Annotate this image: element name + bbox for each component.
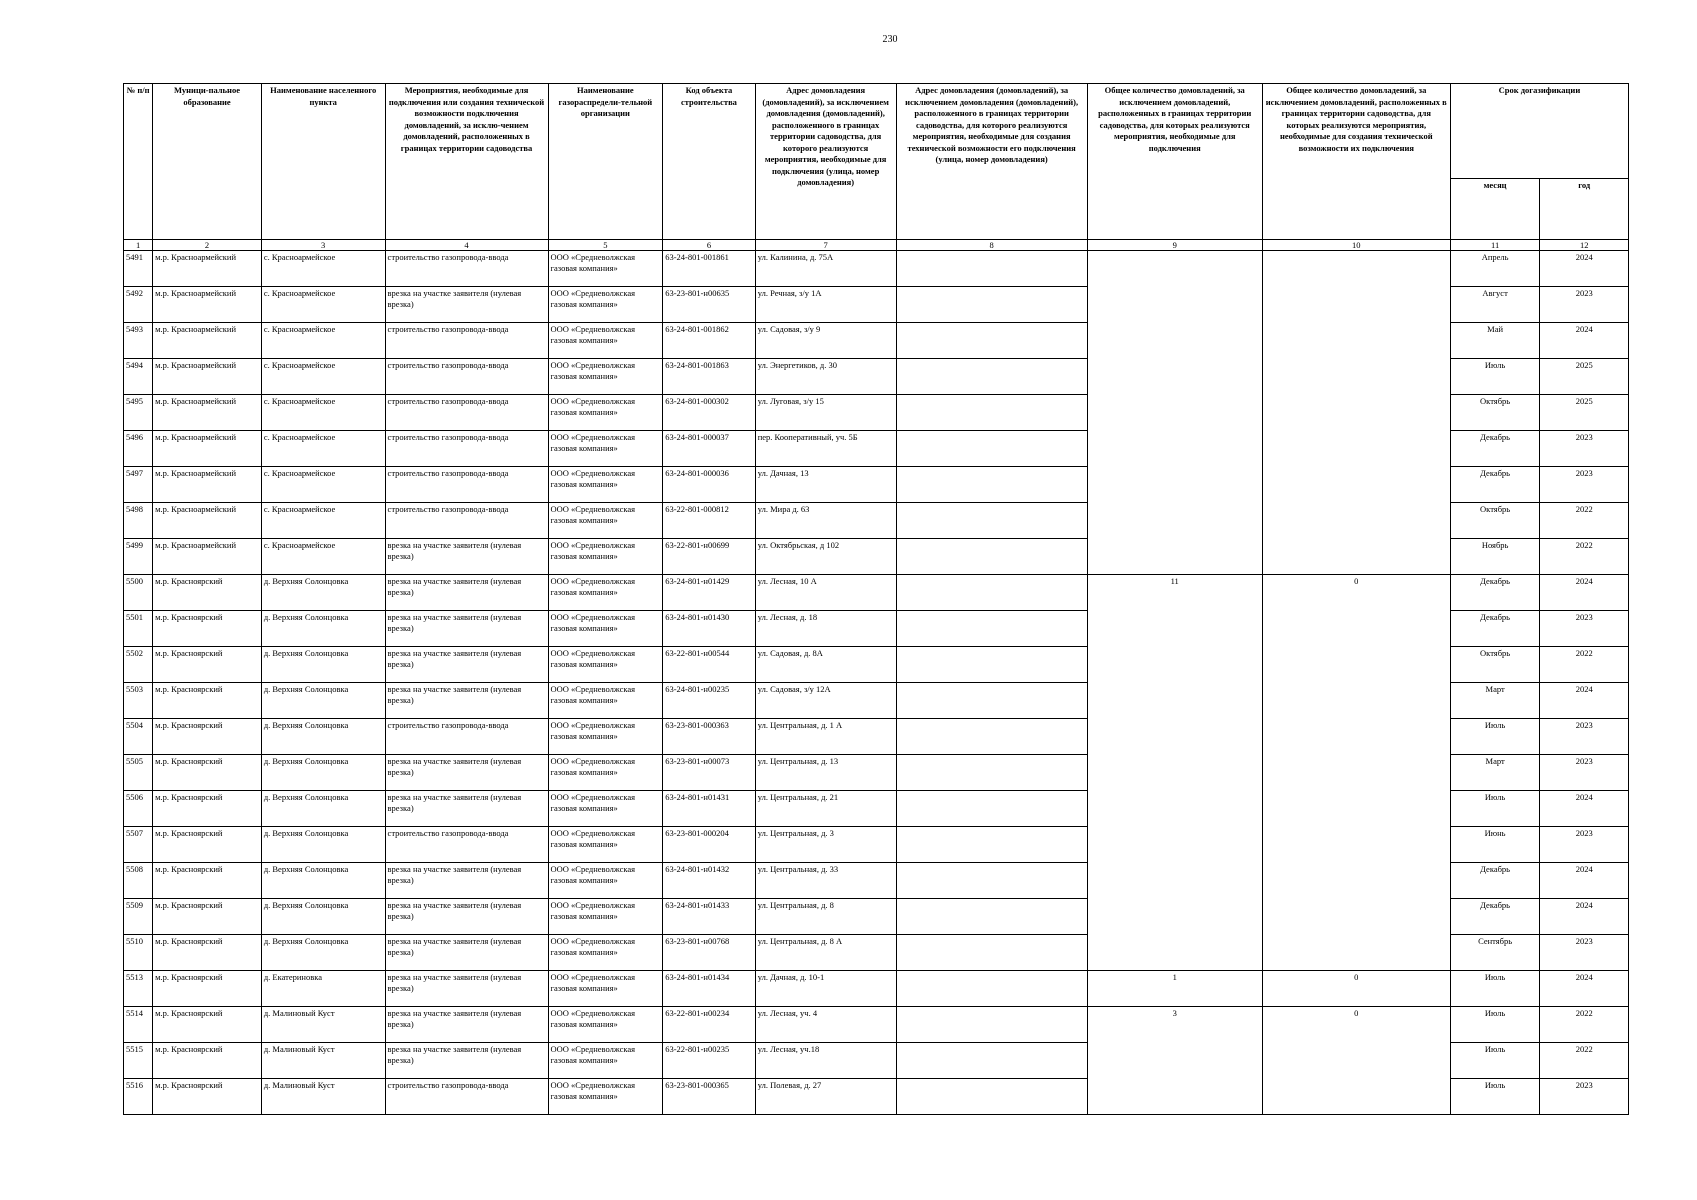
settlement-cell: с. Красноармейское xyxy=(261,467,385,503)
settlement-cell: с. Красноармейское xyxy=(261,359,385,395)
settlement-cell: д. Верхняя Солонцовка xyxy=(261,935,385,971)
row-number: 5498 xyxy=(124,503,153,539)
row-number: 5504 xyxy=(124,719,153,755)
address-cell: ул. Центральная, д. 1 А xyxy=(755,719,896,755)
address-technical-cell xyxy=(896,359,1087,395)
address-cell: ул. Центральная, д. 3 xyxy=(755,827,896,863)
municipality-cell: м.р. Красноярский xyxy=(153,611,262,647)
settlement-cell: д. Верхняя Солонцовка xyxy=(261,899,385,935)
municipality-cell: м.р. Красноярский xyxy=(153,755,262,791)
row-number: 5495 xyxy=(124,395,153,431)
year-cell: 2023 xyxy=(1540,719,1629,755)
count-technical-cell: 0 xyxy=(1262,971,1450,1007)
month-cell: Март xyxy=(1450,755,1540,791)
address-technical-cell xyxy=(896,827,1087,863)
municipality-cell: м.р. Красноармейский xyxy=(153,359,262,395)
month-cell: Апрель xyxy=(1450,251,1540,287)
settlement-cell: д. Верхняя Солонцовка xyxy=(261,611,385,647)
settlement-cell: с. Красноармейское xyxy=(261,431,385,467)
municipality-cell: м.р. Красноармейский xyxy=(153,503,262,539)
address-technical-cell xyxy=(896,323,1087,359)
settlement-cell: д. Верхняя Солонцовка xyxy=(261,791,385,827)
object-code-cell: 63-24-801-н00235 xyxy=(663,683,756,719)
table-row xyxy=(124,251,1629,287)
row-number: 5496 xyxy=(124,431,153,467)
settlement-cell: д. Верхняя Солонцовка xyxy=(261,719,385,755)
object-code-cell: 63-22-801-н00699 xyxy=(663,539,756,575)
municipality-cell: м.р. Красноармейский xyxy=(153,323,262,359)
column-number: 1 xyxy=(124,240,153,251)
settlement-cell: д. Малиновый Куст xyxy=(261,1079,385,1115)
address-cell: ул. Луговая, з/у 15 xyxy=(755,395,896,431)
address-cell: пер. Кооперативный, уч. 5Б xyxy=(755,431,896,467)
address-technical-cell xyxy=(896,539,1087,575)
month-cell: Декабрь xyxy=(1450,575,1540,611)
municipality-cell: м.р. Красноярский xyxy=(153,575,262,611)
page-number: 230 xyxy=(882,34,898,45)
object-code-cell: 63-23-801-000365 xyxy=(663,1079,756,1115)
month-cell: Ноябрь xyxy=(1450,539,1540,575)
address-cell: ул. Энергетиков, д. 30 xyxy=(755,359,896,395)
year-cell: 2024 xyxy=(1540,683,1629,719)
header-address-technical: Адрес домовладения (домовладений), за исключением домовладения (домовладений), расположенного в границах территории садоводства, для которого реализуются мероприятия, необходимые для создания технической возможности его подключения (улица, номер домовладения) xyxy=(896,84,1087,240)
count-connection-cell xyxy=(1087,251,1262,575)
year-cell: 2023 xyxy=(1540,935,1629,971)
month-cell: Октябрь xyxy=(1450,395,1540,431)
header-number: № п/п xyxy=(124,84,153,240)
settlement-cell: д. Малиновый Куст xyxy=(261,1007,385,1043)
address-cell: ул. Дачная, д. 10-1 xyxy=(755,971,896,1007)
header-settlement: Наименование населенного пункта xyxy=(261,84,385,240)
organization-cell: ООО «Средневолжская газовая компания» xyxy=(548,863,663,899)
municipality-cell: м.р. Красноармейский xyxy=(153,251,262,287)
measure-cell: врезка на участке заявителя (нулевая врезка) xyxy=(385,539,548,575)
settlement-cell: д. Верхняя Солонцовка xyxy=(261,683,385,719)
month-cell: Декабрь xyxy=(1450,467,1540,503)
year-cell: 2025 xyxy=(1540,359,1629,395)
address-cell: ул. Лесная, уч. 4 xyxy=(755,1007,896,1043)
address-technical-cell xyxy=(896,1007,1087,1043)
month-cell: Июль xyxy=(1450,1079,1540,1115)
address-technical-cell xyxy=(896,503,1087,539)
address-cell: ул. Центральная, д. 8 xyxy=(755,899,896,935)
address-cell: ул. Садовая, з/у 12А xyxy=(755,683,896,719)
address-cell: ул. Садовая, д. 8А xyxy=(755,647,896,683)
municipality-cell: м.р. Красноярский xyxy=(153,719,262,755)
organization-cell: ООО «Средневолжская газовая компания» xyxy=(548,647,663,683)
year-cell: 2022 xyxy=(1540,647,1629,683)
settlement-cell: д. Верхняя Солонцовка xyxy=(261,647,385,683)
measure-cell: врезка на участке заявителя (нулевая врезка) xyxy=(385,1007,548,1043)
table-header xyxy=(124,84,1629,251)
settlement-cell: с. Красноармейское xyxy=(261,251,385,287)
settlement-cell: с. Красноармейское xyxy=(261,503,385,539)
organization-cell: ООО «Средневолжская газовая компания» xyxy=(548,1007,663,1043)
row-number: 5497 xyxy=(124,467,153,503)
year-cell: 2023 xyxy=(1540,755,1629,791)
year-cell: 2022 xyxy=(1540,503,1629,539)
row-number: 5491 xyxy=(124,251,153,287)
settlement-cell: с. Красноармейское xyxy=(261,323,385,359)
object-code-cell: 63-22-801-н00544 xyxy=(663,647,756,683)
address-cell: ул. Лесная, уч.18 xyxy=(755,1043,896,1079)
header-year: год xyxy=(1540,179,1629,240)
count-connection-cell: 3 xyxy=(1087,1007,1262,1115)
address-cell: ул. Калинина, д. 75А xyxy=(755,251,896,287)
settlement-cell: д. Верхняя Солонцовка xyxy=(261,755,385,791)
measure-cell: врезка на участке заявителя (нулевая врезка) xyxy=(385,611,548,647)
measure-cell: строительство газопровода-ввода xyxy=(385,359,548,395)
address-cell: ул. Октябрьская, д 102 xyxy=(755,539,896,575)
count-technical-cell: 0 xyxy=(1262,575,1450,971)
row-number: 5501 xyxy=(124,611,153,647)
settlement-cell: с. Красноармейское xyxy=(261,539,385,575)
address-technical-cell xyxy=(896,935,1087,971)
year-cell: 2024 xyxy=(1540,251,1629,287)
month-cell: Октябрь xyxy=(1450,503,1540,539)
organization-cell: ООО «Средневолжская газовая компания» xyxy=(548,791,663,827)
month-cell: Декабрь xyxy=(1450,863,1540,899)
organization-cell: ООО «Средневолжская газовая компания» xyxy=(548,971,663,1007)
object-code-cell: 63-24-801-001861 xyxy=(663,251,756,287)
municipality-cell: м.р. Красноармейский xyxy=(153,395,262,431)
address-cell: ул. Дачная, 13 xyxy=(755,467,896,503)
address-cell: ул. Лесная, 10 А xyxy=(755,575,896,611)
organization-cell: ООО «Средневолжская газовая компания» xyxy=(548,719,663,755)
year-cell: 2022 xyxy=(1540,1007,1629,1043)
year-cell: 2022 xyxy=(1540,1043,1629,1079)
organization-cell: ООО «Средневолжская газовая компания» xyxy=(548,431,663,467)
organization-cell: ООО «Средневолжская газовая компания» xyxy=(548,899,663,935)
object-code-cell: 63-24-801-000302 xyxy=(663,395,756,431)
row-number: 5502 xyxy=(124,647,153,683)
object-code-cell: 63-24-801-001863 xyxy=(663,359,756,395)
month-cell: Июль xyxy=(1450,719,1540,755)
object-code-cell: 63-24-801-н01433 xyxy=(663,899,756,935)
month-cell: Июль xyxy=(1450,971,1540,1007)
year-cell: 2024 xyxy=(1540,971,1629,1007)
column-number: 11 xyxy=(1450,240,1540,251)
object-code-cell: 63-24-801-000037 xyxy=(663,431,756,467)
month-cell: Июль xyxy=(1450,359,1540,395)
object-code-cell: 63-23-801-н00635 xyxy=(663,287,756,323)
municipality-cell: м.р. Красноярский xyxy=(153,827,262,863)
object-code-cell: 63-24-801-000036 xyxy=(663,467,756,503)
object-code-cell: 63-24-801-н01431 xyxy=(663,791,756,827)
row-number: 5500 xyxy=(124,575,153,611)
address-cell: ул. Центральная, д. 21 xyxy=(755,791,896,827)
municipality-cell: м.р. Красноярский xyxy=(153,935,262,971)
measure-cell: строительство газопровода-ввода xyxy=(385,827,548,863)
measure-cell: врезка на участке заявителя (нулевая врезка) xyxy=(385,791,548,827)
row-number: 5507 xyxy=(124,827,153,863)
address-technical-cell xyxy=(896,899,1087,935)
year-cell: 2024 xyxy=(1540,575,1629,611)
row-number: 5503 xyxy=(124,683,153,719)
month-cell: Июль xyxy=(1450,791,1540,827)
address-technical-cell xyxy=(896,683,1087,719)
address-technical-cell xyxy=(896,719,1087,755)
row-number: 5499 xyxy=(124,539,153,575)
municipality-cell: м.р. Красноярский xyxy=(153,1079,262,1115)
year-cell: 2024 xyxy=(1540,863,1629,899)
object-code-cell: 63-22-801-н00234 xyxy=(663,1007,756,1043)
object-code-cell: 63-24-801-н01432 xyxy=(663,863,756,899)
year-cell: 2023 xyxy=(1540,467,1629,503)
settlement-cell: д. Малиновый Куст xyxy=(261,1043,385,1079)
address-technical-cell xyxy=(896,611,1087,647)
measure-cell: строительство газопровода-ввода xyxy=(385,251,548,287)
object-code-cell: 63-22-801-000812 xyxy=(663,503,756,539)
organization-cell: ООО «Средневолжская газовая компания» xyxy=(548,467,663,503)
count-technical-cell: 0 xyxy=(1262,1007,1450,1115)
address-technical-cell xyxy=(896,1079,1087,1115)
year-cell: 2023 xyxy=(1540,287,1629,323)
address-technical-cell xyxy=(896,971,1087,1007)
organization-cell: ООО «Средневолжская газовая компания» xyxy=(548,1043,663,1079)
organization-cell: ООО «Средневолжская газовая компания» xyxy=(548,503,663,539)
header-organization: Наименование газораспредели-тельной организации xyxy=(548,84,663,240)
header-term: Срок догазификации xyxy=(1450,84,1628,179)
organization-cell: ООО «Средневолжская газовая компания» xyxy=(548,935,663,971)
month-cell: Декабрь xyxy=(1450,431,1540,467)
count-connection-cell: 1 xyxy=(1087,971,1262,1007)
measure-cell: врезка на участке заявителя (нулевая врезка) xyxy=(385,287,548,323)
year-cell: 2024 xyxy=(1540,791,1629,827)
address-technical-cell xyxy=(896,755,1087,791)
address-cell: ул. Центральная, д. 13 xyxy=(755,755,896,791)
address-cell: ул. Садовая, з/у 9 xyxy=(755,323,896,359)
address-cell: ул. Центральная, д. 33 xyxy=(755,863,896,899)
municipality-cell: м.р. Красноярский xyxy=(153,863,262,899)
settlement-cell: д. Верхняя Солонцовка xyxy=(261,863,385,899)
municipality-cell: м.р. Красноармейский xyxy=(153,539,262,575)
month-cell: Октябрь xyxy=(1450,647,1540,683)
municipality-cell: м.р. Красноярский xyxy=(153,791,262,827)
organization-cell: ООО «Средневолжская газовая компания» xyxy=(548,755,663,791)
organization-cell: ООО «Средневолжская газовая компания» xyxy=(548,575,663,611)
column-number-row xyxy=(124,240,1629,251)
measure-cell: врезка на участке заявителя (нулевая врезка) xyxy=(385,935,548,971)
organization-cell: ООО «Средневолжская газовая компания» xyxy=(548,359,663,395)
year-cell: 2024 xyxy=(1540,323,1629,359)
organization-cell: ООО «Средневолжская газовая компания» xyxy=(548,539,663,575)
header-address-connection: Адрес домовладения (домовладений), за исключением домовладения (домовладений), расположенного в границах территории садоводства, для которого реализуются мероприятия, необходимые для подключения (улица, номер домовладения) xyxy=(755,84,896,240)
object-code-cell: 63-24-801-н01434 xyxy=(663,971,756,1007)
month-cell: Декабрь xyxy=(1450,899,1540,935)
organization-cell: ООО «Средневолжская газовая компания» xyxy=(548,395,663,431)
address-cell: ул. Полевая, д. 27 xyxy=(755,1079,896,1115)
column-number: 8 xyxy=(896,240,1087,251)
address-technical-cell xyxy=(896,575,1087,611)
header-municipality: Муници-пальное образование xyxy=(153,84,262,240)
municipality-cell: м.р. Красноярский xyxy=(153,971,262,1007)
gasification-table xyxy=(123,83,1629,1115)
object-code-cell: 63-23-801-000363 xyxy=(663,719,756,755)
count-technical-cell xyxy=(1262,251,1450,575)
measure-cell: строительство газопровода-ввода xyxy=(385,719,548,755)
year-cell: 2022 xyxy=(1540,539,1629,575)
row-number: 5494 xyxy=(124,359,153,395)
municipality-cell: м.р. Красноармейский xyxy=(153,431,262,467)
municipality-cell: м.р. Красноярский xyxy=(153,647,262,683)
measure-cell: строительство газопровода-ввода xyxy=(385,431,548,467)
address-technical-cell xyxy=(896,251,1087,287)
measure-cell: врезка на участке заявителя (нулевая врезка) xyxy=(385,575,548,611)
settlement-cell: д. Верхняя Солонцовка xyxy=(261,827,385,863)
header-object-code: Код объекта строительства xyxy=(663,84,756,240)
measure-cell: врезка на участке заявителя (нулевая врезка) xyxy=(385,863,548,899)
column-number: 12 xyxy=(1540,240,1629,251)
address-cell: ул. Мира д. 63 xyxy=(755,503,896,539)
month-cell: Декабрь xyxy=(1450,611,1540,647)
measure-cell: врезка на участке заявителя (нулевая врезка) xyxy=(385,755,548,791)
address-technical-cell xyxy=(896,431,1087,467)
address-technical-cell xyxy=(896,1043,1087,1079)
address-technical-cell xyxy=(896,791,1087,827)
header-count-connection: Общее количество домовладений, за исключением домовладений, расположенных в границах территории садоводства, для которых реализуются мероприятия, необходимые для подключения xyxy=(1087,84,1262,240)
measure-cell: врезка на участке заявителя (нулевая врезка) xyxy=(385,899,548,935)
measure-cell: строительство газопровода-ввода xyxy=(385,323,548,359)
table-row xyxy=(124,575,1629,611)
year-cell: 2023 xyxy=(1540,611,1629,647)
year-cell: 2024 xyxy=(1540,899,1629,935)
municipality-cell: м.р. Красноярский xyxy=(153,683,262,719)
address-cell: ул. Центральная, д. 8 А xyxy=(755,935,896,971)
row-number: 5508 xyxy=(124,863,153,899)
month-cell: Август xyxy=(1450,287,1540,323)
column-number: 5 xyxy=(548,240,663,251)
column-number: 6 xyxy=(663,240,756,251)
object-code-cell: 63-24-801-н01429 xyxy=(663,575,756,611)
header-measures: Мероприятия, необходимые для подключения или создания технической возможности подключения домовладений, за исклю-чением домовладений, расположенных в границах территории садоводства xyxy=(385,84,548,240)
row-number: 5516 xyxy=(124,1079,153,1115)
row-number: 5505 xyxy=(124,755,153,791)
object-code-cell: 63-22-801-н00235 xyxy=(663,1043,756,1079)
organization-cell: ООО «Средневолжская газовая компания» xyxy=(548,323,663,359)
object-code-cell: 63-23-801-н00768 xyxy=(663,935,756,971)
address-technical-cell xyxy=(896,467,1087,503)
month-cell: Июль xyxy=(1450,1007,1540,1043)
measure-cell: строительство газопровода-ввода xyxy=(385,467,548,503)
month-cell: Июнь xyxy=(1450,827,1540,863)
address-cell: ул. Лесная, д. 18 xyxy=(755,611,896,647)
row-number: 5514 xyxy=(124,1007,153,1043)
organization-cell: ООО «Средневолжская газовая компания» xyxy=(548,1079,663,1115)
row-number: 5515 xyxy=(124,1043,153,1079)
municipality-cell: м.р. Красноармейский xyxy=(153,467,262,503)
measure-cell: врезка на участке заявителя (нулевая врезка) xyxy=(385,647,548,683)
organization-cell: ООО «Средневолжская газовая компания» xyxy=(548,611,663,647)
measure-cell: врезка на участке заявителя (нулевая врезка) xyxy=(385,1043,548,1079)
header-count-technical: Общее количество домовладений, за исключением домовладений, расположенных в границах территории садоводства, для которых реализуются мероприятия, необходимые для создания технической возможности их подключения xyxy=(1262,84,1450,240)
settlement-cell: с. Красноармейское xyxy=(261,395,385,431)
measure-cell: строительство газопровода-ввода xyxy=(385,503,548,539)
row-number: 5493 xyxy=(124,323,153,359)
municipality-cell: м.р. Красноярский xyxy=(153,1043,262,1079)
table-body xyxy=(124,251,1629,1115)
object-code-cell: 63-24-801-н01430 xyxy=(663,611,756,647)
table-row xyxy=(124,971,1629,1007)
address-technical-cell xyxy=(896,863,1087,899)
month-cell: Сентябрь xyxy=(1450,935,1540,971)
organization-cell: ООО «Средневолжская газовая компания» xyxy=(548,827,663,863)
settlement-cell: д. Верхняя Солонцовка xyxy=(261,575,385,611)
month-cell: Март xyxy=(1450,683,1540,719)
address-cell: ул. Речная, з/у 1А xyxy=(755,287,896,323)
municipality-cell: м.р. Красноярский xyxy=(153,1007,262,1043)
column-number: 10 xyxy=(1262,240,1450,251)
row-number: 5509 xyxy=(124,899,153,935)
measure-cell: строительство газопровода-ввода xyxy=(385,1079,548,1115)
measure-cell: врезка на участке заявителя (нулевая врезка) xyxy=(385,683,548,719)
year-cell: 2023 xyxy=(1540,827,1629,863)
count-connection-cell: 11 xyxy=(1087,575,1262,971)
object-code-cell: 63-24-801-001862 xyxy=(663,323,756,359)
organization-cell: ООО «Средневолжская газовая компания» xyxy=(548,251,663,287)
measure-cell: строительство газопровода-ввода xyxy=(385,395,548,431)
header-month: месяц xyxy=(1450,179,1540,240)
address-technical-cell xyxy=(896,395,1087,431)
year-cell: 2025 xyxy=(1540,395,1629,431)
table-row xyxy=(124,1007,1629,1043)
municipality-cell: м.р. Красноярский xyxy=(153,899,262,935)
row-number: 5510 xyxy=(124,935,153,971)
municipality-cell: м.р. Красноармейский xyxy=(153,287,262,323)
row-number: 5492 xyxy=(124,287,153,323)
measure-cell: врезка на участке заявителя (нулевая врезка) xyxy=(385,971,548,1007)
column-number: 3 xyxy=(261,240,385,251)
month-cell: Июль xyxy=(1450,1043,1540,1079)
organization-cell: ООО «Средневолжская газовая компания» xyxy=(548,683,663,719)
row-number: 5513 xyxy=(124,971,153,1007)
address-technical-cell xyxy=(896,287,1087,323)
column-number: 2 xyxy=(153,240,262,251)
address-technical-cell xyxy=(896,647,1087,683)
organization-cell: ООО «Средневолжская газовая компания» xyxy=(548,287,663,323)
column-number: 4 xyxy=(385,240,548,251)
settlement-cell: с. Красноармейское xyxy=(261,287,385,323)
month-cell: Май xyxy=(1450,323,1540,359)
column-number: 9 xyxy=(1087,240,1262,251)
year-cell: 2023 xyxy=(1540,1079,1629,1115)
settlement-cell: д. Екатериновка xyxy=(261,971,385,1007)
object-code-cell: 63-23-801-н00073 xyxy=(663,755,756,791)
object-code-cell: 63-23-801-000204 xyxy=(663,827,756,863)
year-cell: 2023 xyxy=(1540,431,1629,467)
row-number: 5506 xyxy=(124,791,153,827)
column-number: 7 xyxy=(755,240,896,251)
